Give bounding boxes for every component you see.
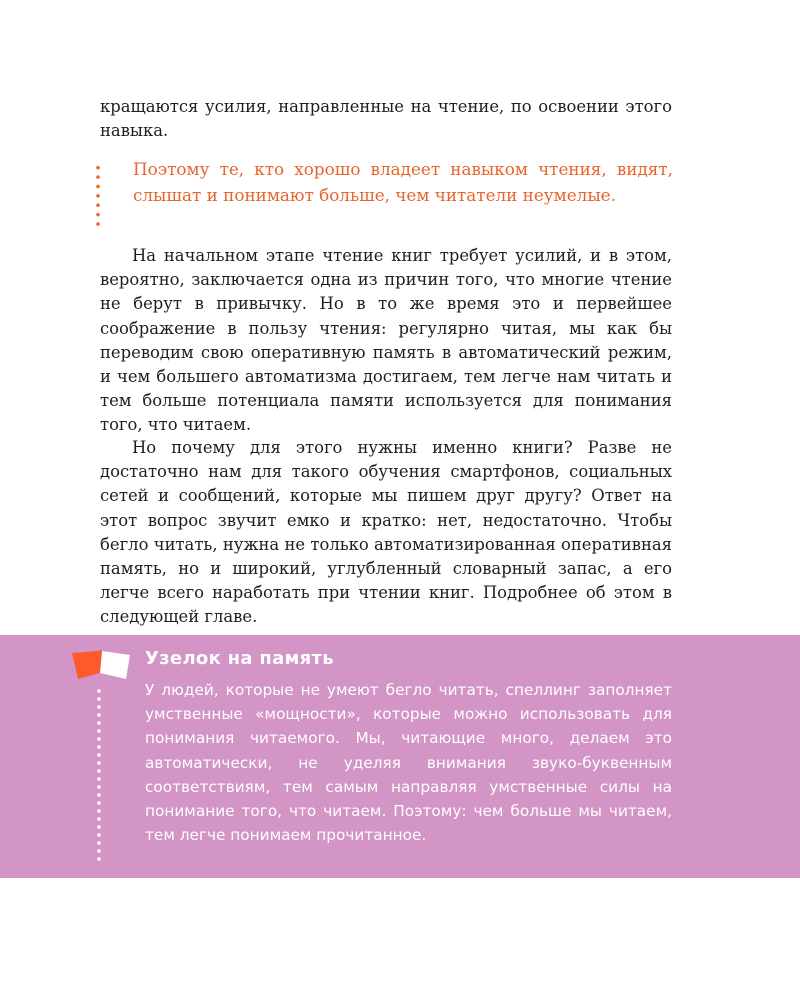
note-body: У людей, которые не умеют бегло читать, спеллинг заполняет умственные «мощности», которые можно использовать для понимания читаемого. Мы, читающие много, делаем это автоматически, не уделяя внимания звуко-буквенным соответствиям, тем самым направляя умственные силы на понимание того, что читаем. Поэтому: чем больше мы читаем, тем легче понимаем прочитанное. bbox=[145, 681, 672, 845]
note-title: Узелок на память bbox=[145, 648, 334, 669]
body-paragraph-2: Но почему для этого нужны именно книги? Разве не достаточно нам для такого обучения смартфонов, социальных сетей и сообщений, которые мы пишем друг другу? Ответ на этот вопрос звучит емко и кратко: нет, недостаточно. Чтобы бегло читать, нужна не только автоматизированная оперативная память, но и широкий, углубленный словарный запас, а его легче всего наработать при чтении книг. Подробнее об этом в следующей главе. bbox=[100, 438, 672, 627]
quote-dots-decoration bbox=[96, 163, 100, 231]
note-dots-decoration bbox=[97, 687, 101, 863]
body-paragraph-1: На начальном этапе чтение книг требует усилий, и в этом, вероятно, заключается одна из причин того, что многие чтение не берут в привычку. Но в то же время это и первейшее соображение в пользу чтения: регулярно читая, мы как бы переводим свою оперативную память в автоматический режим, и чем большего автоматизма достигаем, тем легче нам читать и тем больше потенциала памяти используется для понимания того, что читаем. bbox=[100, 246, 672, 435]
open-book-icon bbox=[70, 649, 132, 681]
memory-note-box bbox=[0, 635, 800, 878]
highlight-quote: Поэтому те, кто хорошо владеет навыком чтения, видят, слышат и понимают больше, чем читатели неумелые. bbox=[133, 159, 673, 205]
intro-paragraph: кращаются усилия, направленные на чтение, по освоении этого навыка. bbox=[100, 97, 672, 141]
